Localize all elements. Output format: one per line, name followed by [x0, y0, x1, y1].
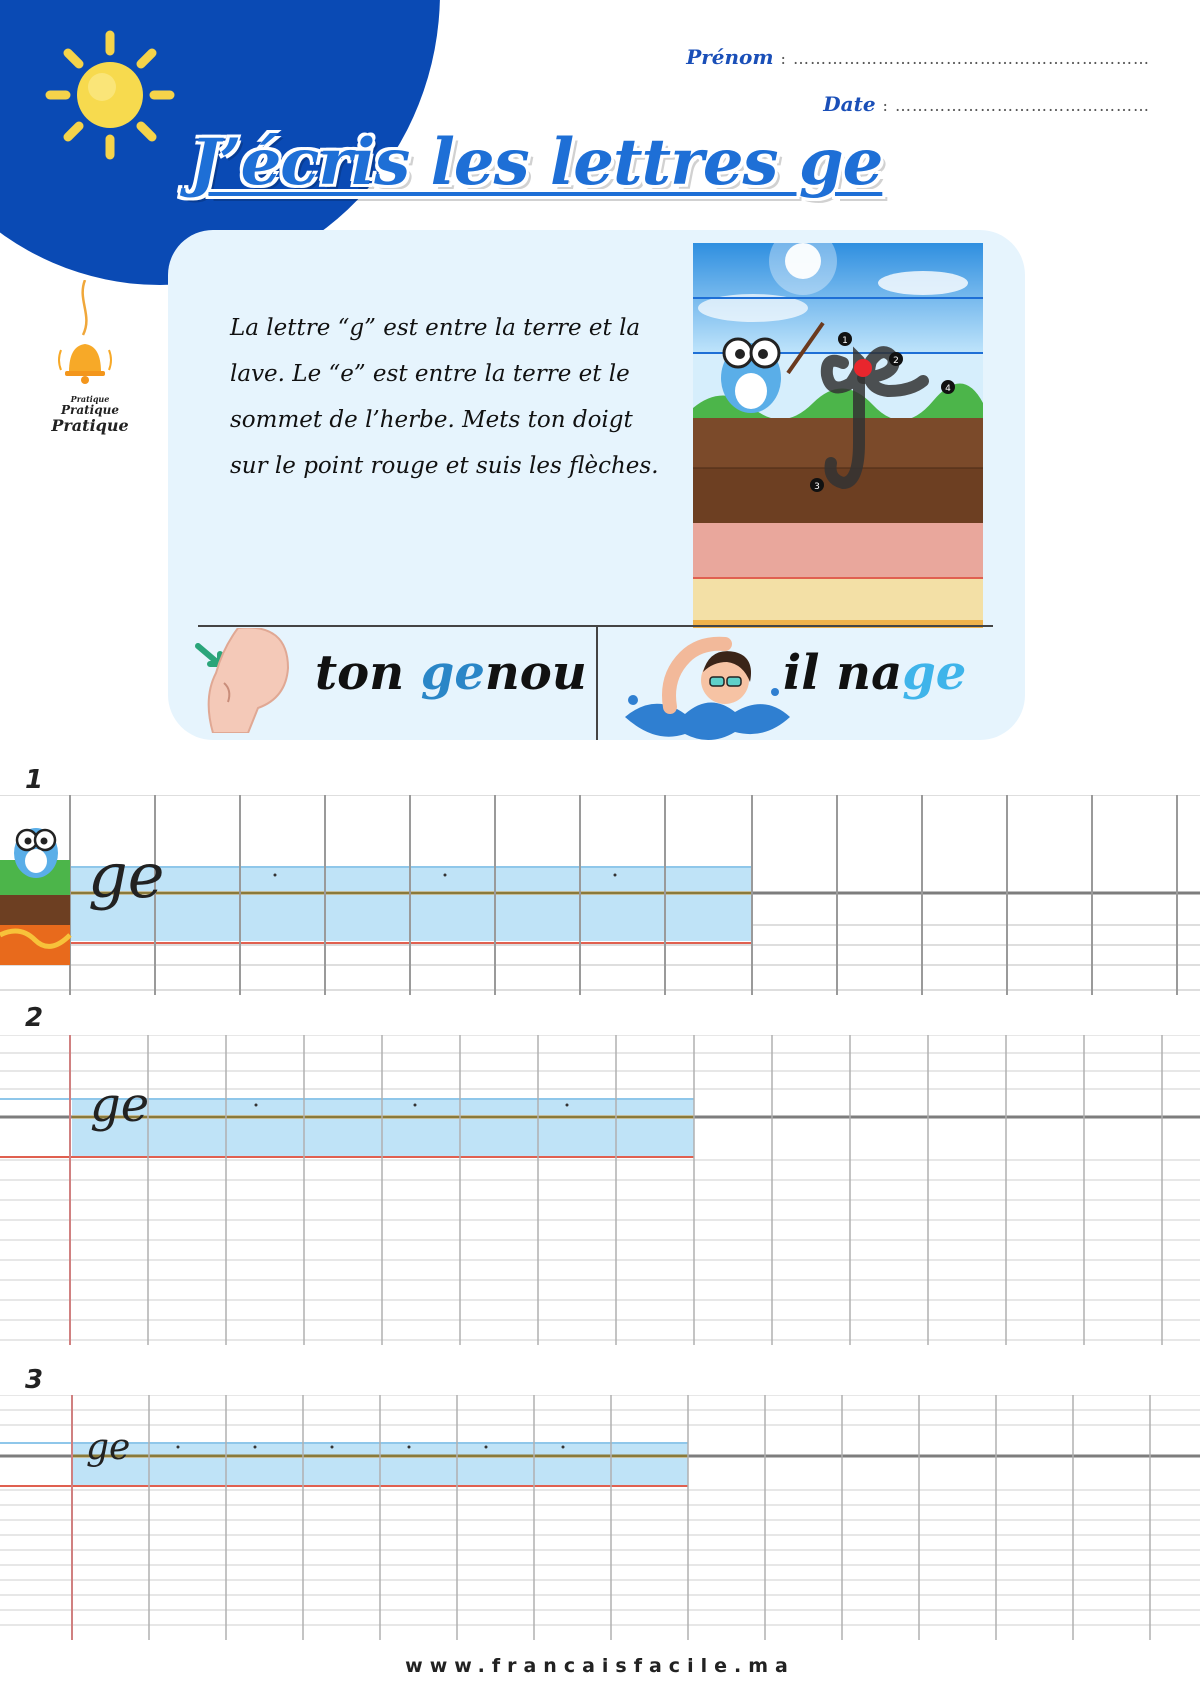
knee-icon [188, 628, 298, 733]
writing-grid-2[interactable] [0, 1035, 1200, 1370]
date-dots: : ……………………………………… [882, 96, 1150, 115]
exercise-number: 2 [25, 1003, 44, 1033]
exercise-number: 1 [25, 765, 44, 795]
model-letters: ge [86, 1427, 131, 1468]
example-text: ton [315, 645, 421, 701]
sun-icon [40, 25, 180, 165]
step-number: 3 [814, 482, 820, 492]
footer-website: www.francaisfacile.ma [405, 1655, 795, 1677]
example-text: nou [484, 645, 587, 701]
prenom-field[interactable] [686, 45, 1150, 69]
example-highlight: ge [420, 645, 485, 701]
example-text: il na [783, 645, 903, 701]
badge-line: Pratique [70, 394, 110, 404]
example-word [315, 645, 587, 701]
example-word [783, 645, 966, 701]
owl-mascot-icon [14, 828, 58, 878]
bell-icon [55, 280, 115, 400]
example-highlight: ge [902, 645, 967, 701]
date-label: Date [823, 92, 876, 116]
swimmer-icon [615, 622, 795, 747]
step-number: 4 [945, 384, 951, 394]
date-field[interactable] [823, 92, 1150, 116]
badge-caption [40, 395, 140, 435]
lesson-instructions: La lettre “g” est entre la terre et la lave. Le “e” est entre la terre et le sommet de l’herbe. Mets ton doigt sur le point rouge et suis les flèches. [230, 315, 659, 479]
writing-grid-1[interactable] [0, 795, 1200, 995]
writing-grid-3[interactable] [0, 1395, 1200, 1645]
panel-divider-vertical [596, 627, 598, 740]
page-title: J’écris les lettres ge [190, 125, 883, 200]
letter-layers-illustration [693, 243, 983, 628]
exercise-number: 3 [25, 1365, 44, 1395]
step-number: 2 [893, 356, 899, 366]
prenom-label: Prénom [686, 45, 774, 69]
owl-icon [721, 339, 781, 413]
step-number: 1 [842, 336, 848, 346]
prenom-dots: : ……………………………………………………… [780, 49, 1150, 68]
model-letters: ge [88, 839, 165, 912]
badge-line: Pratique [61, 402, 119, 417]
model-letters: ge [90, 1077, 150, 1133]
badge-line: Pratique [51, 415, 129, 435]
